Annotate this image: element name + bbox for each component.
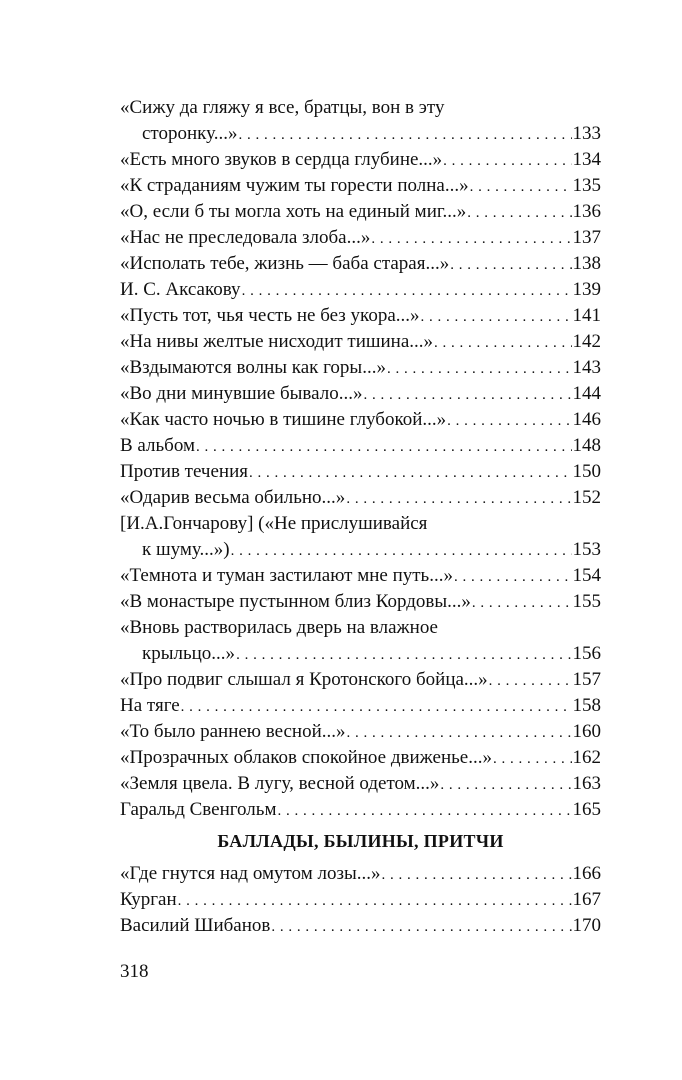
toc-entry-page: 154 (572, 565, 601, 586)
toc-entry-title: «Прозрачных облаков спокойное движенье...» (120, 747, 492, 768)
toc-entry-title: «Нас не преследовала злоба...» (120, 227, 371, 248)
toc-dot-leader (181, 693, 572, 720)
toc-dot-leader (421, 303, 572, 330)
toc-entry-title-line: «Сижу да гляжу я все, братцы, вон в эту (120, 97, 445, 118)
toc-entry-page: 150 (572, 461, 601, 482)
toc-entry-title: «Где гнутся над омутом лозы...» (120, 863, 381, 884)
toc-dot-leader (470, 173, 572, 200)
toc-entry-continuation (120, 121, 601, 147)
toc-entry-page: 133 (572, 123, 601, 144)
toc-entry-title: «Про подвиг слышал я Кротонского бойца...» (120, 669, 488, 690)
toc-entry (120, 485, 601, 511)
toc-entry-page: 153 (572, 539, 601, 560)
toc-entry-page: 156 (572, 643, 601, 664)
toc-entry-page: 160 (572, 721, 601, 742)
toc-entry (120, 861, 601, 887)
toc-entry-title: «Как часто ночью в тишине глубокой...» (120, 409, 447, 430)
toc-entry-page: 170 (572, 915, 601, 936)
toc-entry (120, 147, 601, 173)
toc-dot-leader (346, 485, 571, 512)
toc-entry-page: 138 (572, 253, 601, 274)
toc-dot-leader (434, 329, 571, 356)
toc-entry-title: «Есть много звуков в сердца глубине...» (120, 149, 443, 170)
toc-entry-title: Василий Шибанов (120, 915, 271, 936)
toc-entry-page: 158 (572, 695, 601, 716)
toc-entry (120, 459, 601, 485)
toc-entry-page: 165 (572, 799, 601, 820)
toc-dot-leader (443, 147, 571, 174)
toc-entry-title: «Темнота и туман застилают мне путь...» (120, 565, 453, 586)
toc-dot-leader (472, 589, 572, 616)
toc-entry-title: «К страданиям чужим ты горести полна...» (120, 175, 469, 196)
table-of-contents-section (120, 861, 601, 939)
toc-entry-title: Курган (120, 889, 177, 910)
toc-entry (120, 355, 601, 381)
toc-entry (120, 887, 601, 913)
toc-entry-title: «В монастыре пустынном близ Кордовы...» (120, 591, 471, 612)
toc-entry (120, 589, 601, 615)
toc-entry-title: крыльцо...» (142, 643, 236, 664)
toc-entry-page: 139 (572, 279, 601, 300)
toc-entry-page: 135 (572, 175, 601, 196)
toc-entry-title: «То было раннею весной...» (120, 721, 346, 742)
toc-entry-page: 146 (572, 409, 601, 430)
toc-dot-leader (454, 563, 572, 590)
toc-entry-page: 163 (572, 773, 601, 794)
toc-entry-title: «Вздымаются волны как горы...» (120, 357, 386, 378)
toc-dot-leader (271, 913, 571, 940)
toc-entry (120, 407, 601, 433)
toc-dot-leader (347, 719, 572, 746)
toc-entry (120, 225, 601, 251)
page-number: 318 (120, 961, 149, 982)
toc-entry (120, 511, 601, 563)
toc-entry (120, 797, 601, 823)
toc-entry (120, 771, 601, 797)
toc-entry (120, 277, 601, 303)
toc-dot-leader (489, 667, 572, 694)
toc-entry-title: «Земля цвела. В лугу, весной одетом...» (120, 773, 440, 794)
toc-entry (120, 303, 601, 329)
toc-entry-title: И. С. Аксакову (120, 279, 241, 300)
toc-entry (120, 251, 601, 277)
toc-entry-title-line: [И.А.Гончарову] («Не прислушивайся (120, 513, 428, 534)
toc-entry-title: «Одарив весьма обильно...» (120, 487, 346, 508)
toc-entry-page: 152 (572, 487, 601, 508)
toc-entry-title: сторонку...» (142, 123, 238, 144)
toc-entry-title: «Пусть тот, чья честь не без укора...» (120, 305, 420, 326)
toc-entry (120, 667, 601, 693)
toc-entry-title: «О, если б ты могла хоть на единый миг...» (120, 201, 467, 222)
toc-entry-page: 167 (572, 889, 601, 910)
toc-entry (120, 719, 601, 745)
toc-entry (120, 563, 601, 589)
toc-dot-leader (371, 225, 571, 252)
section-heading: БАЛЛАДЫ, БЫЛИНЫ, ПРИТЧИ (217, 831, 504, 851)
toc-entry-page: 137 (572, 227, 601, 248)
toc-entry-page: 144 (572, 383, 601, 404)
toc-dot-leader (363, 381, 571, 408)
toc-dot-leader (440, 771, 571, 798)
toc-entry (120, 199, 601, 225)
toc-entry-title: В альбом (120, 435, 195, 456)
toc-entry-page: 134 (572, 149, 601, 170)
toc-entry (120, 615, 601, 667)
toc-entry-page: 143 (572, 357, 601, 378)
toc-dot-leader (447, 407, 571, 434)
toc-entry-page: 157 (572, 669, 601, 690)
toc-entry-page: 148 (572, 435, 601, 456)
toc-entry-title-line: «Вновь растворилась дверь на влажное (120, 617, 438, 638)
toc-entry-page: 166 (572, 863, 601, 884)
toc-entry (120, 381, 601, 407)
toc-entry (120, 693, 601, 719)
toc-dot-leader (231, 537, 572, 564)
toc-dot-leader (196, 433, 572, 460)
toc-entry (120, 745, 601, 771)
toc-entry (120, 95, 601, 147)
toc-entry-title: На тяге (120, 695, 180, 716)
toc-entry (120, 173, 601, 199)
toc-dot-leader (178, 887, 572, 914)
toc-dot-leader (381, 861, 571, 888)
toc-dot-leader (236, 641, 571, 668)
toc-entry (120, 913, 601, 939)
toc-entry (120, 433, 601, 459)
toc-entry-continuation (120, 537, 601, 563)
toc-entry-continuation (120, 641, 601, 667)
table-of-contents (120, 95, 601, 823)
toc-dot-leader (277, 797, 571, 824)
toc-entry-page: 162 (572, 747, 601, 768)
toc-dot-leader (238, 121, 571, 148)
toc-entry-title: Против течения (120, 461, 248, 482)
toc-entry-page: 142 (572, 331, 601, 352)
toc-dot-leader (467, 199, 571, 226)
toc-dot-leader (249, 459, 572, 486)
toc-entry-title: Гаральд Свенгольм (120, 799, 277, 820)
toc-entry-title: «Исполать тебе, жизнь — баба старая...» (120, 253, 450, 274)
toc-entry-title: к шуму...») (142, 539, 230, 560)
toc-dot-leader (493, 745, 572, 772)
toc-entry-page: 141 (572, 305, 601, 326)
toc-dot-leader (387, 355, 572, 382)
toc-entry (120, 329, 601, 355)
toc-dot-leader (242, 277, 572, 304)
toc-entry-page: 136 (572, 201, 601, 222)
toc-entry-title: «На нивы желтые нисходит тишина...» (120, 331, 434, 352)
toc-dot-leader (450, 251, 571, 278)
toc-entry-page: 155 (572, 591, 601, 612)
toc-entry-title: «Во дни минувшие бывало...» (120, 383, 363, 404)
